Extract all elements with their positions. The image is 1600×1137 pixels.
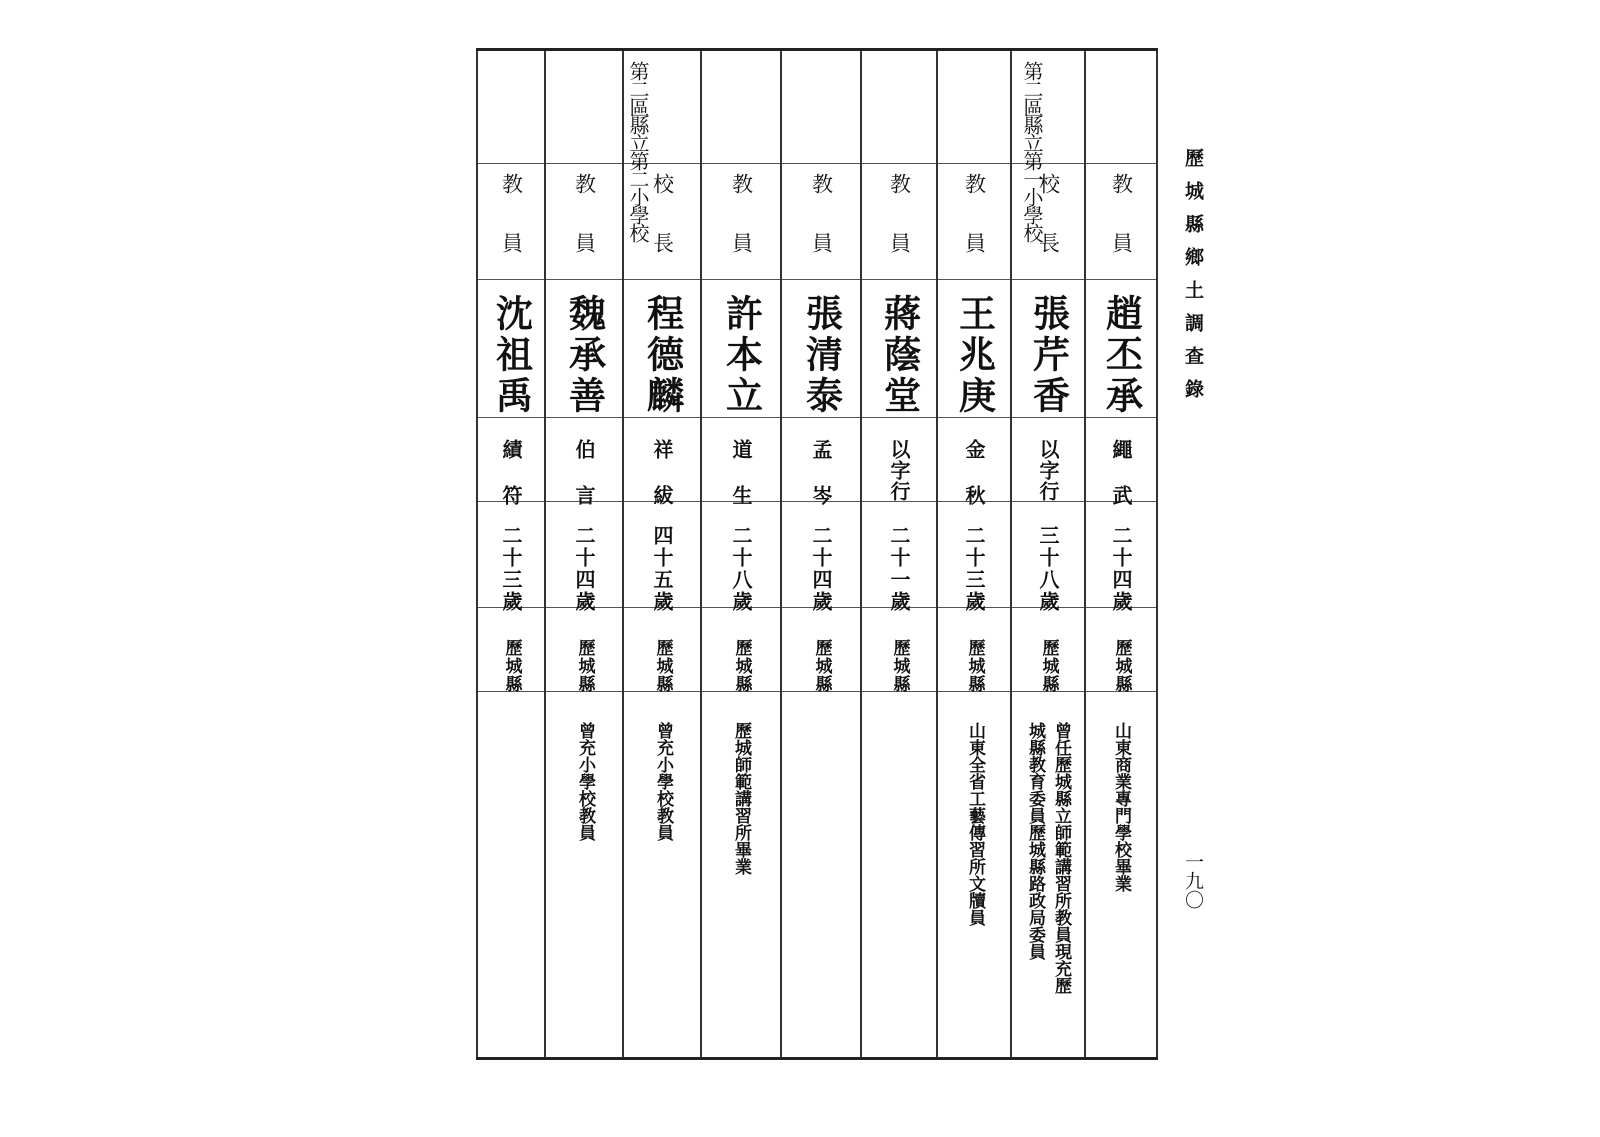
native-place: 歷城縣 <box>964 639 985 693</box>
career-line: 山東全省工藝傳習所文牘員 <box>965 722 985 926</box>
person-name: 許本立 <box>719 294 764 417</box>
table-column <box>546 51 624 1057</box>
courtesy-name: 以字行 <box>887 439 911 502</box>
age: 二十三歲 <box>499 525 523 613</box>
person-name: 蔣蔭堂 <box>877 294 922 417</box>
native-place: 歷城縣 <box>652 639 673 693</box>
native-place: 歷城縣 <box>501 639 522 693</box>
role-label: 校長 <box>650 173 675 291</box>
table-column <box>624 51 702 1057</box>
courtesy-name: 以字行 <box>1036 439 1060 502</box>
courtesy-name: 金秋 <box>962 439 986 531</box>
table-column <box>1086 51 1158 1057</box>
courtesy-name: 績符 <box>499 439 523 531</box>
native-place: 歷城縣 <box>889 639 910 693</box>
person-name: 王兆庚 <box>952 294 997 417</box>
role-label: 教員 <box>572 173 597 291</box>
courtesy-name: 道生 <box>729 439 753 531</box>
table-column <box>476 51 546 1057</box>
courtesy-name: 祥紱 <box>650 439 674 531</box>
age: 二十一歲 <box>887 525 911 613</box>
table-column <box>1012 51 1086 1057</box>
person-name: 沈祖禹 <box>489 294 534 417</box>
table-column <box>782 51 862 1057</box>
age: 二十四歲 <box>809 525 833 613</box>
person-name: 魏承善 <box>562 294 607 417</box>
career-line: 歷城師範講習所畢業 <box>731 722 751 875</box>
role-label: 教員 <box>962 173 987 291</box>
career-line: 城縣教育委員歷城縣路政局委員 <box>1025 722 1045 960</box>
native-place: 歷城縣 <box>1111 639 1132 693</box>
role-label: 教員 <box>499 173 524 291</box>
role-label: 教員 <box>887 173 912 291</box>
native-place: 歷城縣 <box>811 639 832 693</box>
personnel-table <box>476 48 1158 1060</box>
school-name: 第二區縣立第二小學校 <box>626 61 650 241</box>
page-number: 一九〇 <box>1182 852 1204 909</box>
courtesy-name: 繩武 <box>1109 439 1133 531</box>
career-line: 山東商業專門學校畢業 <box>1111 722 1131 892</box>
school-name: 第二區縣立第一小學校 <box>1020 61 1044 241</box>
native-place: 歷城縣 <box>574 639 595 693</box>
age: 二十四歲 <box>1109 525 1133 613</box>
native-place: 歷城縣 <box>1038 639 1059 693</box>
career-line: 曾任歷城縣立師範講習所教員現充歷 <box>1051 722 1071 994</box>
table-column <box>862 51 938 1057</box>
table-column <box>938 51 1012 1057</box>
table-column <box>702 51 782 1057</box>
person-name: 程德麟 <box>640 294 685 417</box>
age: 二十三歲 <box>962 525 986 613</box>
career-line: 曾充小學校教員 <box>653 722 673 841</box>
role-label: 教員 <box>1109 173 1134 291</box>
age: 三十八歲 <box>1036 525 1060 613</box>
courtesy-name: 伯言 <box>572 439 596 531</box>
native-place: 歷城縣 <box>731 639 752 693</box>
age: 二十四歲 <box>572 525 596 613</box>
courtesy-name: 孟岑 <box>809 439 833 531</box>
age: 二十八歲 <box>729 525 753 613</box>
career-line: 曾充小學校教員 <box>575 722 595 841</box>
person-name: 張芹香 <box>1026 294 1071 417</box>
role-label: 教員 <box>729 173 754 291</box>
person-name: 張清泰 <box>799 294 844 417</box>
age: 四十五歲 <box>650 525 674 613</box>
running-title: 歷城縣鄉土調查錄 <box>1182 148 1204 412</box>
role-label: 教員 <box>809 173 834 291</box>
role-label: 校長 <box>1036 173 1061 291</box>
person-name: 趙丕承 <box>1099 294 1144 417</box>
